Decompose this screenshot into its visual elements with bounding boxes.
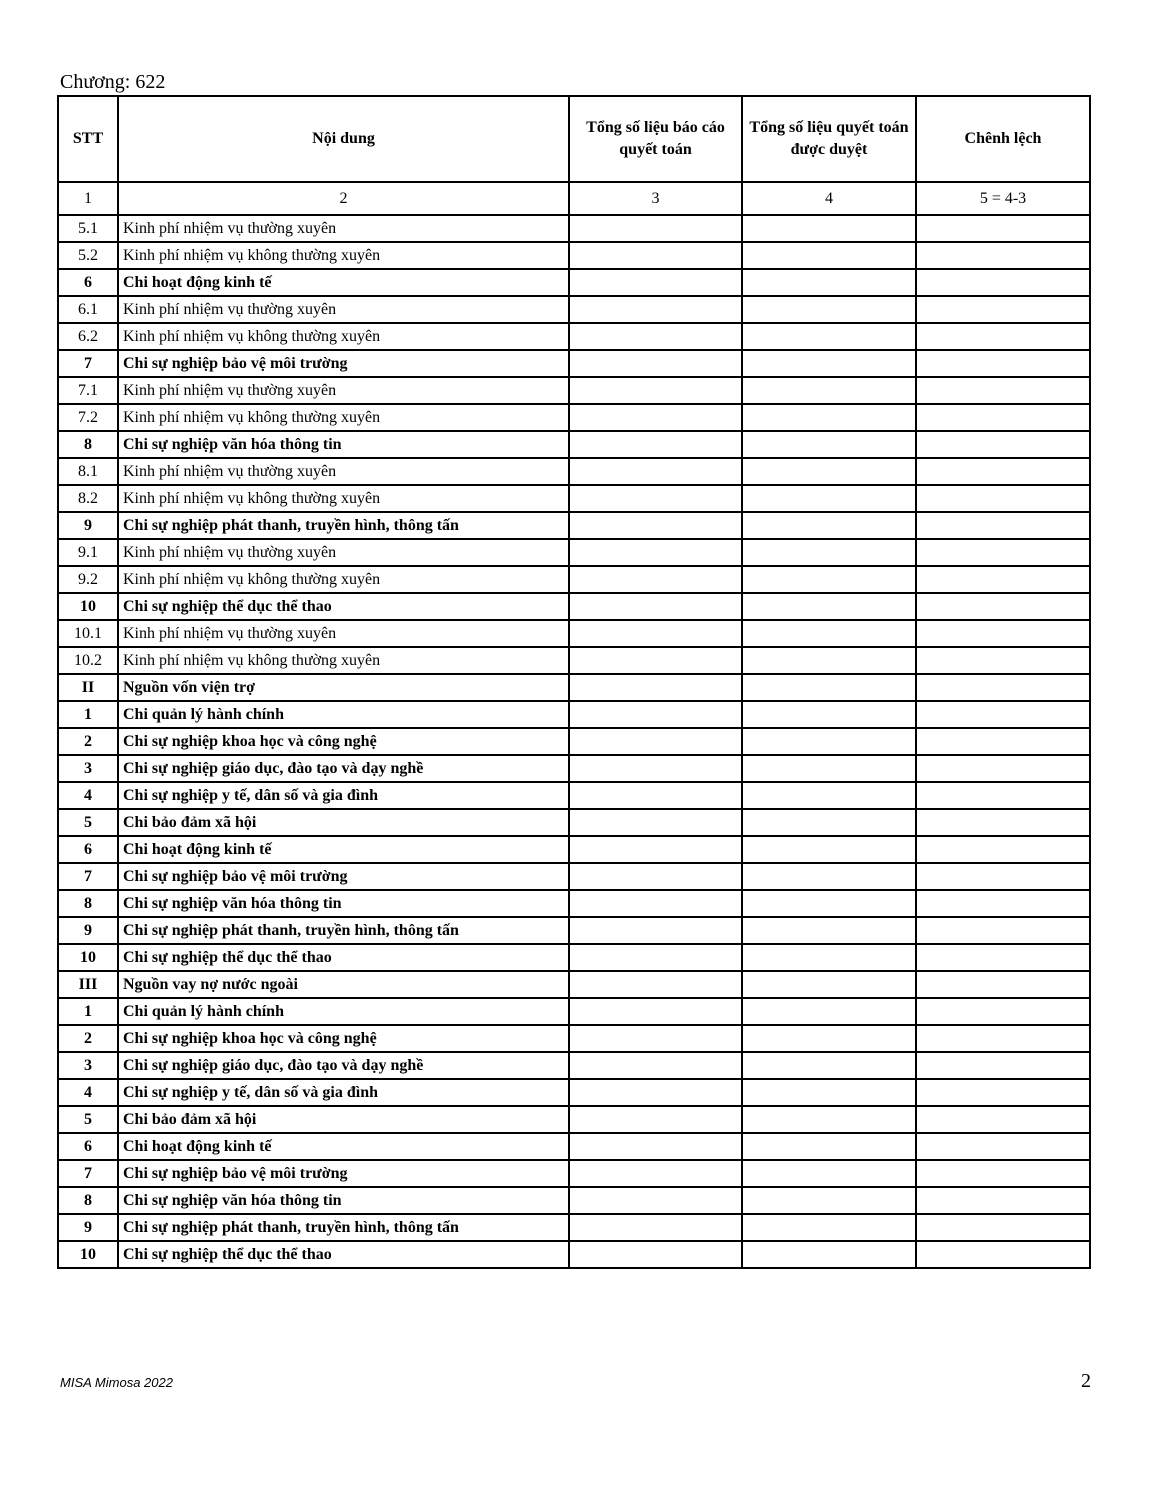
row-stt: 7 (58, 863, 118, 890)
row-stt: 10 (58, 1241, 118, 1268)
row-reported-total (569, 809, 742, 836)
row-difference (916, 377, 1090, 404)
row-content: Kinh phí nhiệm vụ thường xuyên (118, 296, 569, 323)
row-difference (916, 512, 1090, 539)
row-stt: 8.1 (58, 458, 118, 485)
row-difference (916, 1106, 1090, 1133)
row-approved-total (742, 323, 916, 350)
row-approved-total (742, 701, 916, 728)
row-stt: 5 (58, 809, 118, 836)
header-reported-total: Tổng số liệu báo cáo quyết toán (569, 96, 742, 182)
row-content: Chi bảo đảm xã hội (118, 809, 569, 836)
row-approved-total (742, 431, 916, 458)
row-difference (916, 1214, 1090, 1241)
row-stt: 5 (58, 1106, 118, 1133)
row-stt: 4 (58, 782, 118, 809)
row-content: Kinh phí nhiệm vụ thường xuyên (118, 458, 569, 485)
chapter-label: Chương: 622 (60, 71, 166, 93)
table-row (58, 1106, 1090, 1133)
row-approved-total (742, 917, 916, 944)
row-approved-total (742, 1025, 916, 1052)
table-row (58, 350, 1090, 377)
row-stt: 7 (58, 350, 118, 377)
table-row (58, 701, 1090, 728)
row-stt: 9.2 (58, 566, 118, 593)
row-approved-total (742, 809, 916, 836)
table-row (58, 728, 1090, 755)
row-stt: 3 (58, 755, 118, 782)
row-reported-total (569, 1241, 742, 1268)
row-approved-total (742, 269, 916, 296)
row-content: Kinh phí nhiệm vụ không thường xuyên (118, 485, 569, 512)
row-reported-total (569, 485, 742, 512)
row-approved-total (742, 458, 916, 485)
row-content: Chi hoạt động kinh tế (118, 1133, 569, 1160)
row-content: Kinh phí nhiệm vụ không thường xuyên (118, 566, 569, 593)
row-difference (916, 1052, 1090, 1079)
table-row (58, 1214, 1090, 1241)
row-difference (916, 1241, 1090, 1268)
column-index: 1 (58, 182, 118, 215)
row-stt: 10 (58, 944, 118, 971)
row-stt: III (58, 971, 118, 998)
row-approved-total (742, 944, 916, 971)
row-content: Chi sự nghiệp văn hóa thông tin (118, 1187, 569, 1214)
row-reported-total (569, 701, 742, 728)
row-difference (916, 728, 1090, 755)
table-row (58, 890, 1090, 917)
row-content: Chi sự nghiệp văn hóa thông tin (118, 431, 569, 458)
table-row (58, 323, 1090, 350)
row-reported-total (569, 431, 742, 458)
row-content: Chi bảo đảm xã hội (118, 1106, 569, 1133)
row-stt: 8 (58, 431, 118, 458)
table-row (58, 593, 1090, 620)
table-row (58, 215, 1090, 242)
column-index: 5 = 4-3 (916, 182, 1090, 215)
row-approved-total (742, 1187, 916, 1214)
row-approved-total (742, 971, 916, 998)
row-content: Kinh phí nhiệm vụ thường xuyên (118, 539, 569, 566)
row-content: Chi sự nghiệp văn hóa thông tin (118, 890, 569, 917)
table-row (58, 404, 1090, 431)
row-stt: 9 (58, 1214, 118, 1241)
row-reported-total (569, 863, 742, 890)
row-content: Chi sự nghiệp thể dục thể thao (118, 593, 569, 620)
row-content: Chi sự nghiệp phát thanh, truyền hình, thông tấn (118, 512, 569, 539)
row-content: Chi sự nghiệp giáo dục, đào tạo và dạy nghề (118, 1052, 569, 1079)
header-stt: STT (58, 96, 118, 182)
row-reported-total (569, 971, 742, 998)
row-difference (916, 836, 1090, 863)
table-row (58, 674, 1090, 701)
row-content: Chi sự nghiệp y tế, dân số và gia đình (118, 1079, 569, 1106)
row-reported-total (569, 836, 742, 863)
row-approved-total (742, 377, 916, 404)
settlement-table (57, 95, 1091, 1269)
row-content: Chi sự nghiệp thể dục thể thao (118, 944, 569, 971)
table-row (58, 1025, 1090, 1052)
row-reported-total (569, 323, 742, 350)
table-row (58, 809, 1090, 836)
row-reported-total (569, 944, 742, 971)
row-approved-total (742, 215, 916, 242)
row-stt: 6.1 (58, 296, 118, 323)
row-difference (916, 998, 1090, 1025)
row-content: Chi hoạt động kinh tế (118, 836, 569, 863)
table-row (58, 1079, 1090, 1106)
row-difference (916, 863, 1090, 890)
row-difference (916, 809, 1090, 836)
row-approved-total (742, 242, 916, 269)
row-content: Chi sự nghiệp giáo dục, đào tạo và dạy nghề (118, 755, 569, 782)
column-index: 4 (742, 182, 916, 215)
table-row (58, 512, 1090, 539)
row-content: Chi sự nghiệp phát thanh, truyền hình, thông tấn (118, 1214, 569, 1241)
row-stt: 5.2 (58, 242, 118, 269)
row-reported-total (569, 755, 742, 782)
row-difference (916, 1160, 1090, 1187)
row-reported-total (569, 890, 742, 917)
row-approved-total (742, 1241, 916, 1268)
row-content: Chi sự nghiệp y tế, dân số và gia đình (118, 782, 569, 809)
row-stt: 2 (58, 728, 118, 755)
row-content: Chi quản lý hành chính (118, 701, 569, 728)
row-approved-total (742, 1214, 916, 1241)
table-row (58, 1160, 1090, 1187)
row-content: Nguồn vốn viện trợ (118, 674, 569, 701)
row-approved-total (742, 1133, 916, 1160)
table-row (58, 647, 1090, 674)
row-stt: 10.2 (58, 647, 118, 674)
row-content: Chi sự nghiệp khoa học và công nghệ (118, 1025, 569, 1052)
software-footer: MISA Mimosa 2022 (60, 1375, 173, 1390)
table-row (58, 917, 1090, 944)
row-difference (916, 701, 1090, 728)
row-content: Kinh phí nhiệm vụ không thường xuyên (118, 404, 569, 431)
table-row (58, 242, 1090, 269)
row-reported-total (569, 215, 742, 242)
row-stt: 6.2 (58, 323, 118, 350)
row-reported-total (569, 404, 742, 431)
page-number: 2 (1081, 1370, 1091, 1392)
row-content: Chi sự nghiệp bảo vệ môi trường (118, 350, 569, 377)
row-stt: 6 (58, 836, 118, 863)
row-content: Chi sự nghiệp phát thanh, truyền hình, thông tấn (118, 917, 569, 944)
row-difference (916, 674, 1090, 701)
row-approved-total (742, 863, 916, 890)
row-stt: 5.1 (58, 215, 118, 242)
header-difference: Chênh lệch (916, 96, 1090, 182)
row-stt: 10.1 (58, 620, 118, 647)
row-difference (916, 269, 1090, 296)
row-approved-total (742, 836, 916, 863)
row-reported-total (569, 566, 742, 593)
row-difference (916, 296, 1090, 323)
row-stt: 4 (58, 1079, 118, 1106)
row-approved-total (742, 593, 916, 620)
row-difference (916, 755, 1090, 782)
row-stt: 1 (58, 998, 118, 1025)
row-difference (916, 215, 1090, 242)
table-row (58, 998, 1090, 1025)
row-reported-total (569, 1052, 742, 1079)
row-reported-total (569, 917, 742, 944)
table-row (58, 620, 1090, 647)
row-reported-total (569, 1214, 742, 1241)
row-reported-total (569, 458, 742, 485)
row-reported-total (569, 296, 742, 323)
row-content: Chi hoạt động kinh tế (118, 269, 569, 296)
row-content: Chi sự nghiệp bảo vệ môi trường (118, 1160, 569, 1187)
table-row (58, 1052, 1090, 1079)
row-approved-total (742, 296, 916, 323)
row-approved-total (742, 539, 916, 566)
row-difference (916, 242, 1090, 269)
row-difference (916, 323, 1090, 350)
row-stt: 8 (58, 890, 118, 917)
row-reported-total (569, 242, 742, 269)
row-difference (916, 971, 1090, 998)
table-row (58, 1241, 1090, 1268)
table-row (58, 458, 1090, 485)
row-stt: 2 (58, 1025, 118, 1052)
row-difference (916, 593, 1090, 620)
row-difference (916, 431, 1090, 458)
row-approved-total (742, 728, 916, 755)
table-row (58, 269, 1090, 296)
row-stt: 8 (58, 1187, 118, 1214)
row-reported-total (569, 350, 742, 377)
row-reported-total (569, 728, 742, 755)
row-difference (916, 782, 1090, 809)
row-reported-total (569, 674, 742, 701)
row-difference (916, 620, 1090, 647)
row-stt: 7.1 (58, 377, 118, 404)
row-reported-total (569, 512, 742, 539)
row-stt: 6 (58, 1133, 118, 1160)
table-row (58, 566, 1090, 593)
row-approved-total (742, 350, 916, 377)
row-content: Chi quản lý hành chính (118, 998, 569, 1025)
row-reported-total (569, 1106, 742, 1133)
row-approved-total (742, 1106, 916, 1133)
row-stt: 10 (58, 593, 118, 620)
table-row (58, 1187, 1090, 1214)
row-approved-total (742, 647, 916, 674)
row-stt: II (58, 674, 118, 701)
row-stt: 1 (58, 701, 118, 728)
row-approved-total (742, 674, 916, 701)
row-content: Chi sự nghiệp bảo vệ môi trường (118, 863, 569, 890)
row-difference (916, 458, 1090, 485)
row-difference (916, 485, 1090, 512)
row-difference (916, 1025, 1090, 1052)
row-difference (916, 890, 1090, 917)
row-content: Kinh phí nhiệm vụ thường xuyên (118, 215, 569, 242)
table-row (58, 782, 1090, 809)
row-difference (916, 404, 1090, 431)
row-stt: 8.2 (58, 485, 118, 512)
row-content: Chi sự nghiệp khoa học và công nghệ (118, 728, 569, 755)
row-reported-total (569, 539, 742, 566)
row-reported-total (569, 1025, 742, 1052)
row-content: Chi sự nghiệp thể dục thể thao (118, 1241, 569, 1268)
row-reported-total (569, 1187, 742, 1214)
row-approved-total (742, 620, 916, 647)
row-content: Nguồn vay nợ nước ngoài (118, 971, 569, 998)
row-difference (916, 944, 1090, 971)
row-approved-total (742, 1052, 916, 1079)
table-row (58, 836, 1090, 863)
row-reported-total (569, 647, 742, 674)
row-content: Kinh phí nhiệm vụ không thường xuyên (118, 647, 569, 674)
row-approved-total (742, 485, 916, 512)
row-stt: 7.2 (58, 404, 118, 431)
header-content: Nội dung (118, 96, 569, 182)
row-difference (916, 917, 1090, 944)
column-index-row (58, 182, 1090, 215)
header-row (58, 96, 1090, 182)
table-row (58, 539, 1090, 566)
row-reported-total (569, 782, 742, 809)
row-stt: 9 (58, 512, 118, 539)
table-row (58, 944, 1090, 971)
table-row (58, 485, 1090, 512)
row-content: Kinh phí nhiệm vụ thường xuyên (118, 620, 569, 647)
table-row (58, 377, 1090, 404)
column-index: 2 (118, 182, 569, 215)
row-stt: 7 (58, 1160, 118, 1187)
row-approved-total (742, 404, 916, 431)
row-reported-total (569, 1133, 742, 1160)
row-approved-total (742, 755, 916, 782)
table-row (58, 431, 1090, 458)
column-index: 3 (569, 182, 742, 215)
row-reported-total (569, 620, 742, 647)
table-row (58, 296, 1090, 323)
table-row (58, 863, 1090, 890)
row-difference (916, 539, 1090, 566)
row-difference (916, 647, 1090, 674)
row-reported-total (569, 593, 742, 620)
row-difference (916, 350, 1090, 377)
table-row (58, 755, 1090, 782)
row-content: Kinh phí nhiệm vụ không thường xuyên (118, 323, 569, 350)
header-approved-total: Tổng số liệu quyết toán được duyệt (742, 96, 916, 182)
row-content: Kinh phí nhiệm vụ không thường xuyên (118, 242, 569, 269)
row-difference (916, 1079, 1090, 1106)
row-reported-total (569, 377, 742, 404)
row-difference (916, 566, 1090, 593)
row-approved-total (742, 890, 916, 917)
row-stt: 9 (58, 917, 118, 944)
table-row (58, 1133, 1090, 1160)
table-row (58, 971, 1090, 998)
row-approved-total (742, 566, 916, 593)
row-stt: 3 (58, 1052, 118, 1079)
row-approved-total (742, 512, 916, 539)
row-reported-total (569, 1160, 742, 1187)
row-approved-total (742, 1079, 916, 1106)
row-approved-total (742, 998, 916, 1025)
row-stt: 6 (58, 269, 118, 296)
row-reported-total (569, 998, 742, 1025)
row-approved-total (742, 1160, 916, 1187)
row-content: Kinh phí nhiệm vụ thường xuyên (118, 377, 569, 404)
row-difference (916, 1187, 1090, 1214)
row-reported-total (569, 269, 742, 296)
row-difference (916, 1133, 1090, 1160)
row-reported-total (569, 1079, 742, 1106)
row-approved-total (742, 782, 916, 809)
row-stt: 9.1 (58, 539, 118, 566)
